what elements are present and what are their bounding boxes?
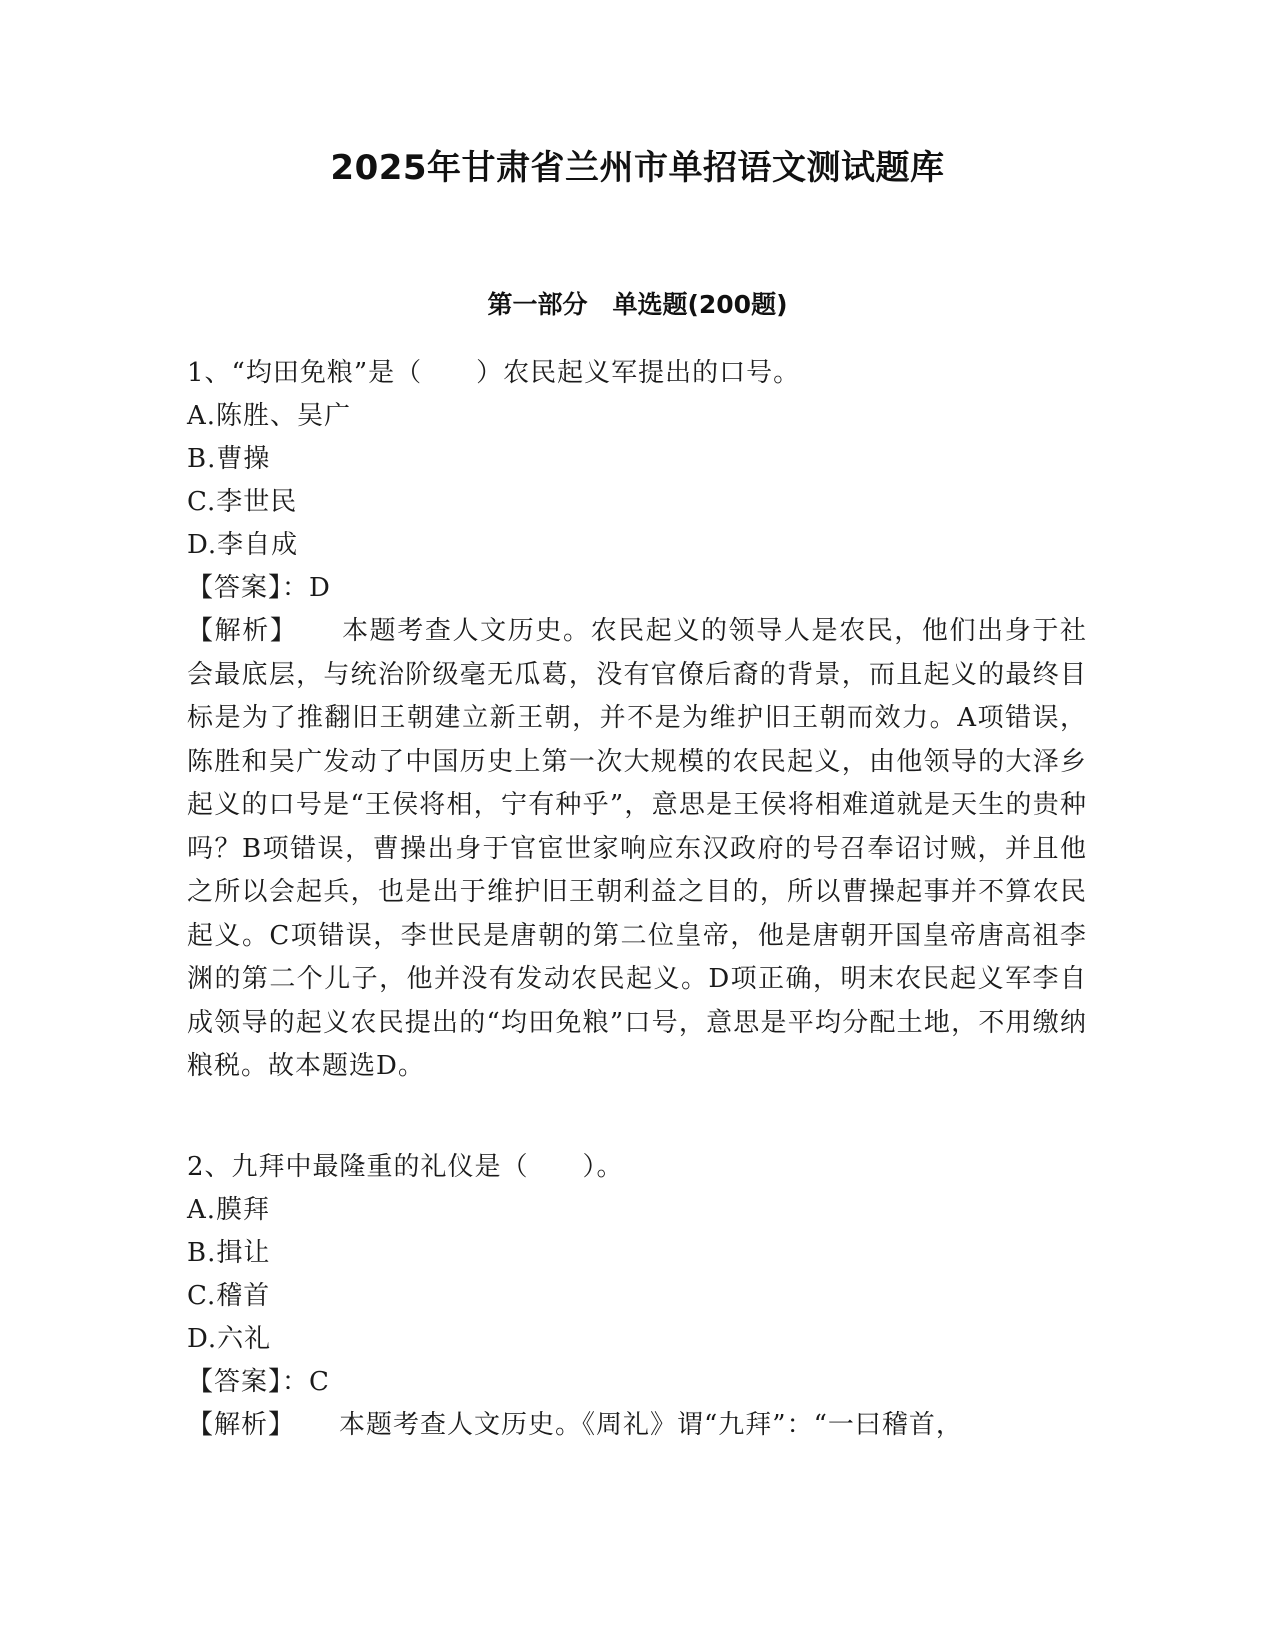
question-1 <box>187 352 1087 1089</box>
analysis-paragraph <box>187 610 1087 1089</box>
answer-label: 【答案】： <box>187 1367 310 1397</box>
option-b: B.揖让 <box>187 1238 271 1268</box>
analysis-label: 【解析】 <box>187 1410 296 1440</box>
question-stem: 1、“均田免粮”是（ ）农民起义军提出的口号。 <box>187 358 801 388</box>
answer-line <box>187 567 1087 610</box>
option-b: B.曹操 <box>187 444 271 474</box>
option-d: D.李自成 <box>187 530 299 560</box>
option-c: C.稽首 <box>187 1281 271 1311</box>
analysis-paragraph <box>187 1404 1087 1448</box>
question-stem: 2、九拜中最隆重的礼仪是（ ）。 <box>187 1152 624 1182</box>
analysis-label: 【解析】 <box>187 616 298 646</box>
option-c: C.李世民 <box>187 487 298 517</box>
document-title: 2025年甘肃省兰州市单招语文测试题库 <box>330 148 945 188</box>
option-a: A.陈胜、吴广 <box>187 401 352 431</box>
option-d: D.六礼 <box>187 1324 272 1354</box>
question-2 <box>187 1146 1087 1448</box>
option-a: A.膜拜 <box>187 1195 271 1225</box>
answer-label: 【答案】： <box>187 573 310 603</box>
answer-value: C <box>309 1367 330 1397</box>
answer-line <box>187 1361 1087 1404</box>
analysis-text: 本题考查人文历史。《周礼》谓“九拜”：“一曰稽首， <box>339 1410 963 1440</box>
analysis-text: 本题考查人文历史。农民起义的领导人是农民，他们出身于社会最底层，与统治阶级毫无瓜葛，没有官僚后裔的背景，而且起义的最终目标是为了推翻旧王朝建立新王朝，并不是为维护旧王朝而效力。A项错误，陈胜和吴广发动了中国历史上第一次大规模的农民起义，由他领导的大泽乡起义的口号是“王侯将相，宁有种乎”，意思是王侯将相难道就是天生的贵种吗？B项错误，曹操出身于官宦世家响应东汉政府的号召奉诏讨贼，并且他之所以会起兵，也是出于维护旧王朝利益之目的，所以曹操起事并不算农民起义。C项错误，李世民是唐朝的第二位皇帝，他是唐朝开国皇帝唐高祖李渊的第二个儿子，他并没有发动农民起义。D项正确，明末农民起义军李自成领导的起义农民提出的“均田免粮”口号，意思是平均分配土地，不用缴纳粮税。故本题选D。 <box>187 616 1087 1081</box>
answer-value: D <box>309 573 331 603</box>
section-title: 第一部分 单选题(200题) <box>487 290 788 319</box>
